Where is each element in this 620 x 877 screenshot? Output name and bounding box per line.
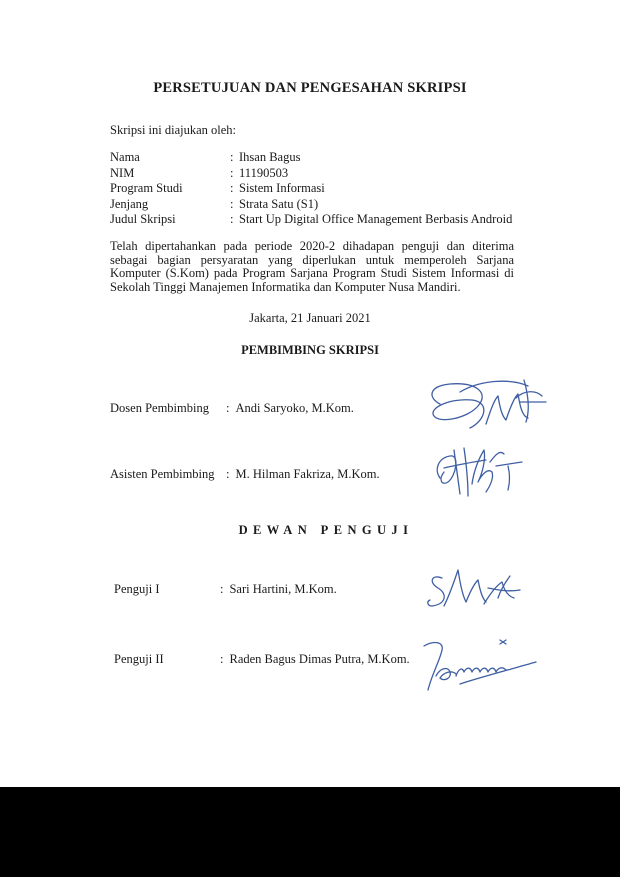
info-separator: : [230,181,234,195]
info-value: 11190503 [239,165,289,180]
info-value: Sistem Informasi [239,181,325,195]
signature-name: Andi Saryoko, M.Kom. [235,401,354,415]
signature-separator: : [226,467,230,481]
signature-separator: : [220,582,224,596]
signature-name: M. Hilman Fakriza, M.Kom. [235,467,380,481]
info-label: Jenjang [110,196,149,211]
signature-role: Penguji II [114,652,164,666]
info-label: Program Studi [110,181,183,195]
document-title: PERSETUJUAN DAN PENGESAHAN SKRIPSI [153,80,467,96]
info-row-jenjang [110,197,512,213]
intro-text: Skripsi ini diajukan oleh: [110,123,237,137]
info-label: NIM [110,165,135,180]
signature-role: Dosen Pembimbing [110,401,209,415]
place-date: Jakarta, 21 Januari 2021 [249,311,371,325]
info-row-nama [110,150,512,166]
info-separator: : [230,150,234,164]
signature-row-penguji-1 [114,582,337,597]
info-row-nim [110,166,512,182]
info-label: Judul Skripsi [110,212,176,226]
signature-separator: : [220,652,224,666]
pembimbing-heading: PEMBIMBING SKRIPSI [241,343,379,357]
signature-image-penguji-2 [418,632,540,696]
student-info-table [110,150,512,228]
signature-row-penguji-2 [114,652,410,667]
signature-separator: : [226,401,230,415]
info-separator: : [230,165,234,180]
signature-role: Penguji I [114,582,160,596]
signature-image-penguji-1 [424,564,524,616]
signature-row-dosen-pembimbing [110,401,354,416]
info-separator: : [230,212,234,226]
approval-paragraph: Telah dipertahankan pada periode 2020-2 dihadapan penguji dan diterima sebagai bagian persyaratan yang diperlukan untuk memperoleh Sarjana Komputer (S.Kom) pada Program Sarjana Program Studi Sistem Informasi di Sekolah Tinggi Manajemen Informatika dan Komputer Nusa Mandiri. [110,239,514,294]
bottom-black-bar [0,787,620,877]
signature-name: Sari Hartini, M.Kom. [229,582,337,596]
signature-row-asisten-pembimbing [110,467,380,482]
info-row-judul-skripsi [110,212,512,228]
signature-name: Raden Bagus Dimas Putra, M.Kom. [229,652,410,666]
info-value: Strata Satu (S1) [239,196,319,211]
info-label: Nama [110,150,140,164]
dewan-penguji-heading: DEWAN PENGUJI [238,523,414,537]
signature-role: Asisten Pembimbing [110,467,215,481]
info-value: Start Up Digital Office Management Berbasis Android [239,212,513,226]
signature-image-asisten-pembimbing [430,440,530,502]
info-value: Ihsan Bagus [239,150,301,164]
info-row-program-studi [110,181,512,197]
info-separator: : [230,196,234,211]
signature-image-dosen-pembimbing [420,372,550,442]
